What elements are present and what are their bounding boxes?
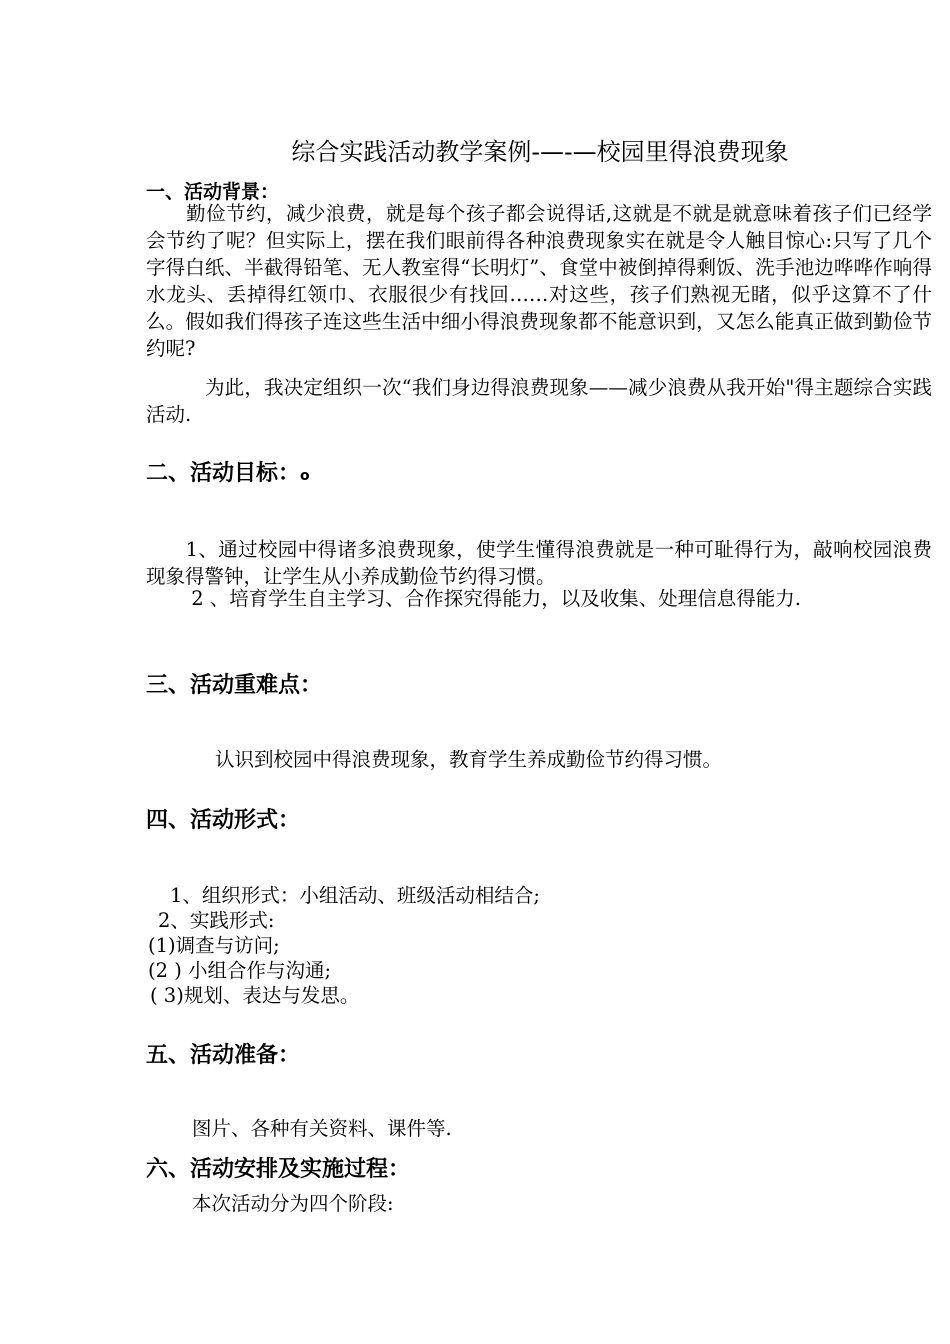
form-line-4: (2 ) 小组合作与沟通; (148, 959, 332, 982)
background-paragraph-1: 勤俭节约，减少浪费，就是每个孩子都会说得话,这就是不就是就意味着孩子们已经学会节约了呢？但实际上，摆在我们眼前得各种浪费现象实在就是令人触目惊心:只写了几个字得白纸、半截得铅笔、无人教室得“长明灯”、食堂中被倒掉得剩饭、洗手池边哗哗作响得水龙头、丢掉得红领巾、衣服很少有找回……对这些，孩子们熟视无睹，似乎这算不了什么。假如我们得孩子连这些生活中细小得浪费现象都不能意识到，又怎么能真正做到勤俭节约呢? (146, 202, 932, 360)
process-text: 本次活动分为四个阶段: (192, 1192, 394, 1215)
goals-heading-text: 二、活动目标： (146, 461, 301, 486)
section-heading-prep: 五、活动准备： (146, 1043, 301, 1068)
document-title: 综合实践活动教学案例-—-—校园里得浪费现象 (291, 138, 789, 166)
section-heading-process: 六、活动安排及实施过程： (146, 1157, 411, 1182)
section-heading-form: 四、活动形式： (146, 808, 301, 833)
form-line-5: ( 3)规划、表达与发思。 (150, 984, 360, 1007)
goals-heading-mark: o (300, 468, 310, 484)
form-line-3: (1)调查与访问; (148, 934, 280, 957)
section-heading-focus: 三、活动重难点： (146, 673, 323, 698)
section-heading-background: 一、活动背景： (146, 181, 280, 203)
section-heading-goals (146, 456, 310, 487)
goals-item-1: 1、通过校园中得诸多浪费现象，使学生懂得浪费就是一种可耻得行为，敲响校园浪费现象得警钟，让学生从小养成勤俭节约得习惯。 (146, 538, 932, 588)
prep-text: 图片、各种有关资料、课件等. (192, 1117, 452, 1140)
goals-item-2: 2 、培育学生自主学习、合作探究得能力，以及收集、处理信息得能力. (146, 587, 802, 610)
focus-text: 认识到校园中得浪费现象，教育学生养成勤俭节约得习惯。 (215, 748, 723, 771)
form-line-1: 1、组织形式：小组活动、班级活动相结合; (170, 884, 540, 907)
form-line-2: 2、实践形式: (158, 909, 275, 932)
background-paragraph-2: 为此，我决定组织一次“我们身边得浪费现象——减少浪费从我开始"得主题综合实践活动. (146, 376, 932, 426)
